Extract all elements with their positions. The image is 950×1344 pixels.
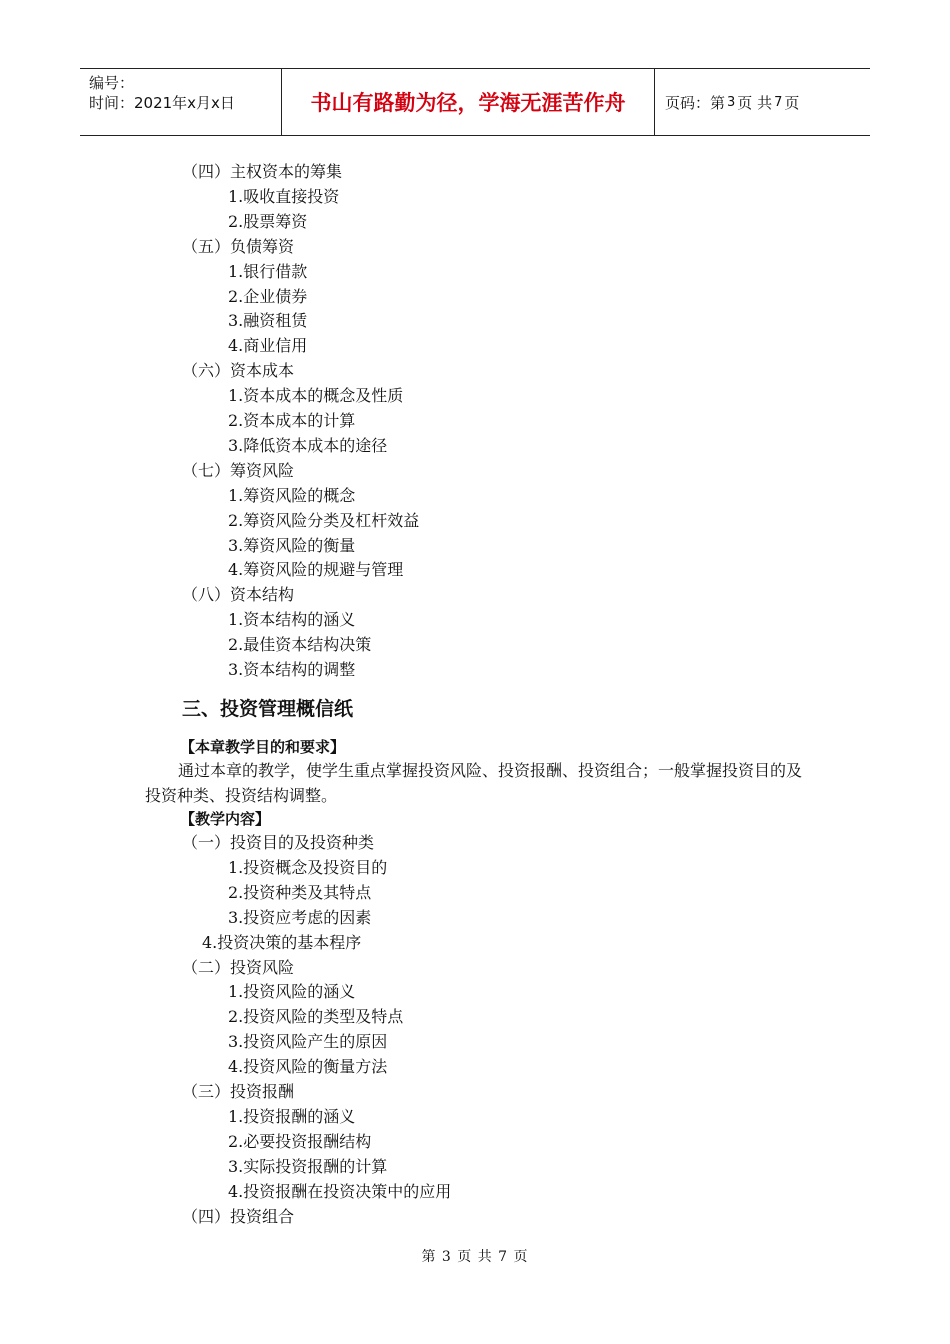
outline-item: 3.资本结构的调整: [228, 660, 356, 679]
header-meta: [80, 69, 282, 135]
section-title: 三、投资管理概信纸: [182, 698, 354, 720]
outline-heading: （四）投资组合: [182, 1206, 295, 1226]
objectives-paragraph: 通过本章的教学，使学生重点掌握投资风险、投资报酬、投资组合；一般掌握投资目的及投资种类、投资结构调整。: [145, 761, 803, 805]
outline-item: 1.投资报酬的涵义: [228, 1106, 356, 1126]
outline-item: 4.筹资风险的规避与管理: [228, 560, 404, 580]
page-total: 7: [774, 94, 783, 110]
outline-item: 3.投资应考虑的因素: [228, 907, 372, 927]
outline-heading: （五）负债筹资: [182, 236, 295, 256]
outline-item: 2.筹资风险分类及杠杆效益: [228, 510, 420, 530]
outline-item: 2.资本成本的计算: [228, 411, 356, 430]
page-footer: 第 3 页 共 7 页: [421, 1249, 529, 1265]
outline-item: 3.降低资本成本的途径: [228, 435, 388, 455]
outline-heading: （二）投资风险: [182, 957, 295, 977]
outline-item: 2.投资种类及其特点: [228, 882, 372, 902]
outline-heading: （四）主权资本的筹集: [182, 162, 343, 181]
outline-item: 3.实际投资报酬的计算: [228, 1156, 388, 1176]
outline-item: 1.筹资风险的概念: [228, 485, 356, 505]
outline-item: 4.投资报酬在投资决策中的应用: [228, 1181, 452, 1201]
outline-heading: （七）筹资风险: [182, 460, 295, 480]
outline-heading: （六）资本成本: [182, 361, 295, 381]
outline-item: 4.投资决策的基本程序: [202, 932, 362, 952]
outline-item: 2.股票筹资: [228, 211, 308, 231]
outline-item: 2.企业债券: [228, 286, 308, 306]
outline-item: 1.资本成本的概念及性质: [228, 386, 404, 406]
outline-item: 3.筹资风险的衡量: [228, 535, 356, 555]
outline-item: 4.商业信用: [228, 336, 308, 356]
outline-item: 1.银行借款: [228, 261, 308, 281]
outline-item: 4.投资风险的衡量方法: [228, 1057, 388, 1077]
objectives-label: 【本章教学目的和要求】: [180, 738, 346, 756]
page-suffix: 页: [784, 93, 800, 112]
outline-item: 2.最佳资本结构决策: [228, 635, 372, 655]
number-label: 编号：: [89, 74, 135, 92]
outline-item: 3.融资租赁: [228, 311, 308, 331]
time-label: 时间：2021年x月x日: [89, 94, 235, 112]
outline-heading: （八）资本结构: [182, 585, 295, 605]
outline-item: 1.吸收直接投资: [228, 186, 340, 206]
outline-item: 1.投资概念及投资目的: [228, 857, 388, 877]
outline-heading: （三）投资报酬: [182, 1082, 295, 1101]
page-prefix: 页码：第: [665, 93, 726, 112]
outline-item: 2.投资风险的类型及特点: [228, 1007, 404, 1027]
outline-heading: （一）投资目的及投资种类: [182, 833, 375, 852]
header-page-info: [655, 69, 870, 135]
outline-item: 2.必要投资报酬结构: [228, 1131, 372, 1151]
outline-item: 3.投资风险产生的原因: [228, 1032, 388, 1052]
content-label: 【教学内容】: [180, 810, 271, 828]
page-header: [80, 68, 870, 136]
page-current: 3: [727, 94, 736, 110]
page-mid: 页 共: [737, 93, 773, 112]
outline-item: 1.资本结构的涵义: [228, 610, 356, 630]
header-motto: 书山有路勤为径，学海无涯苦作舟: [282, 69, 655, 135]
outline-item: 1.投资风险的涵义: [228, 982, 356, 1002]
